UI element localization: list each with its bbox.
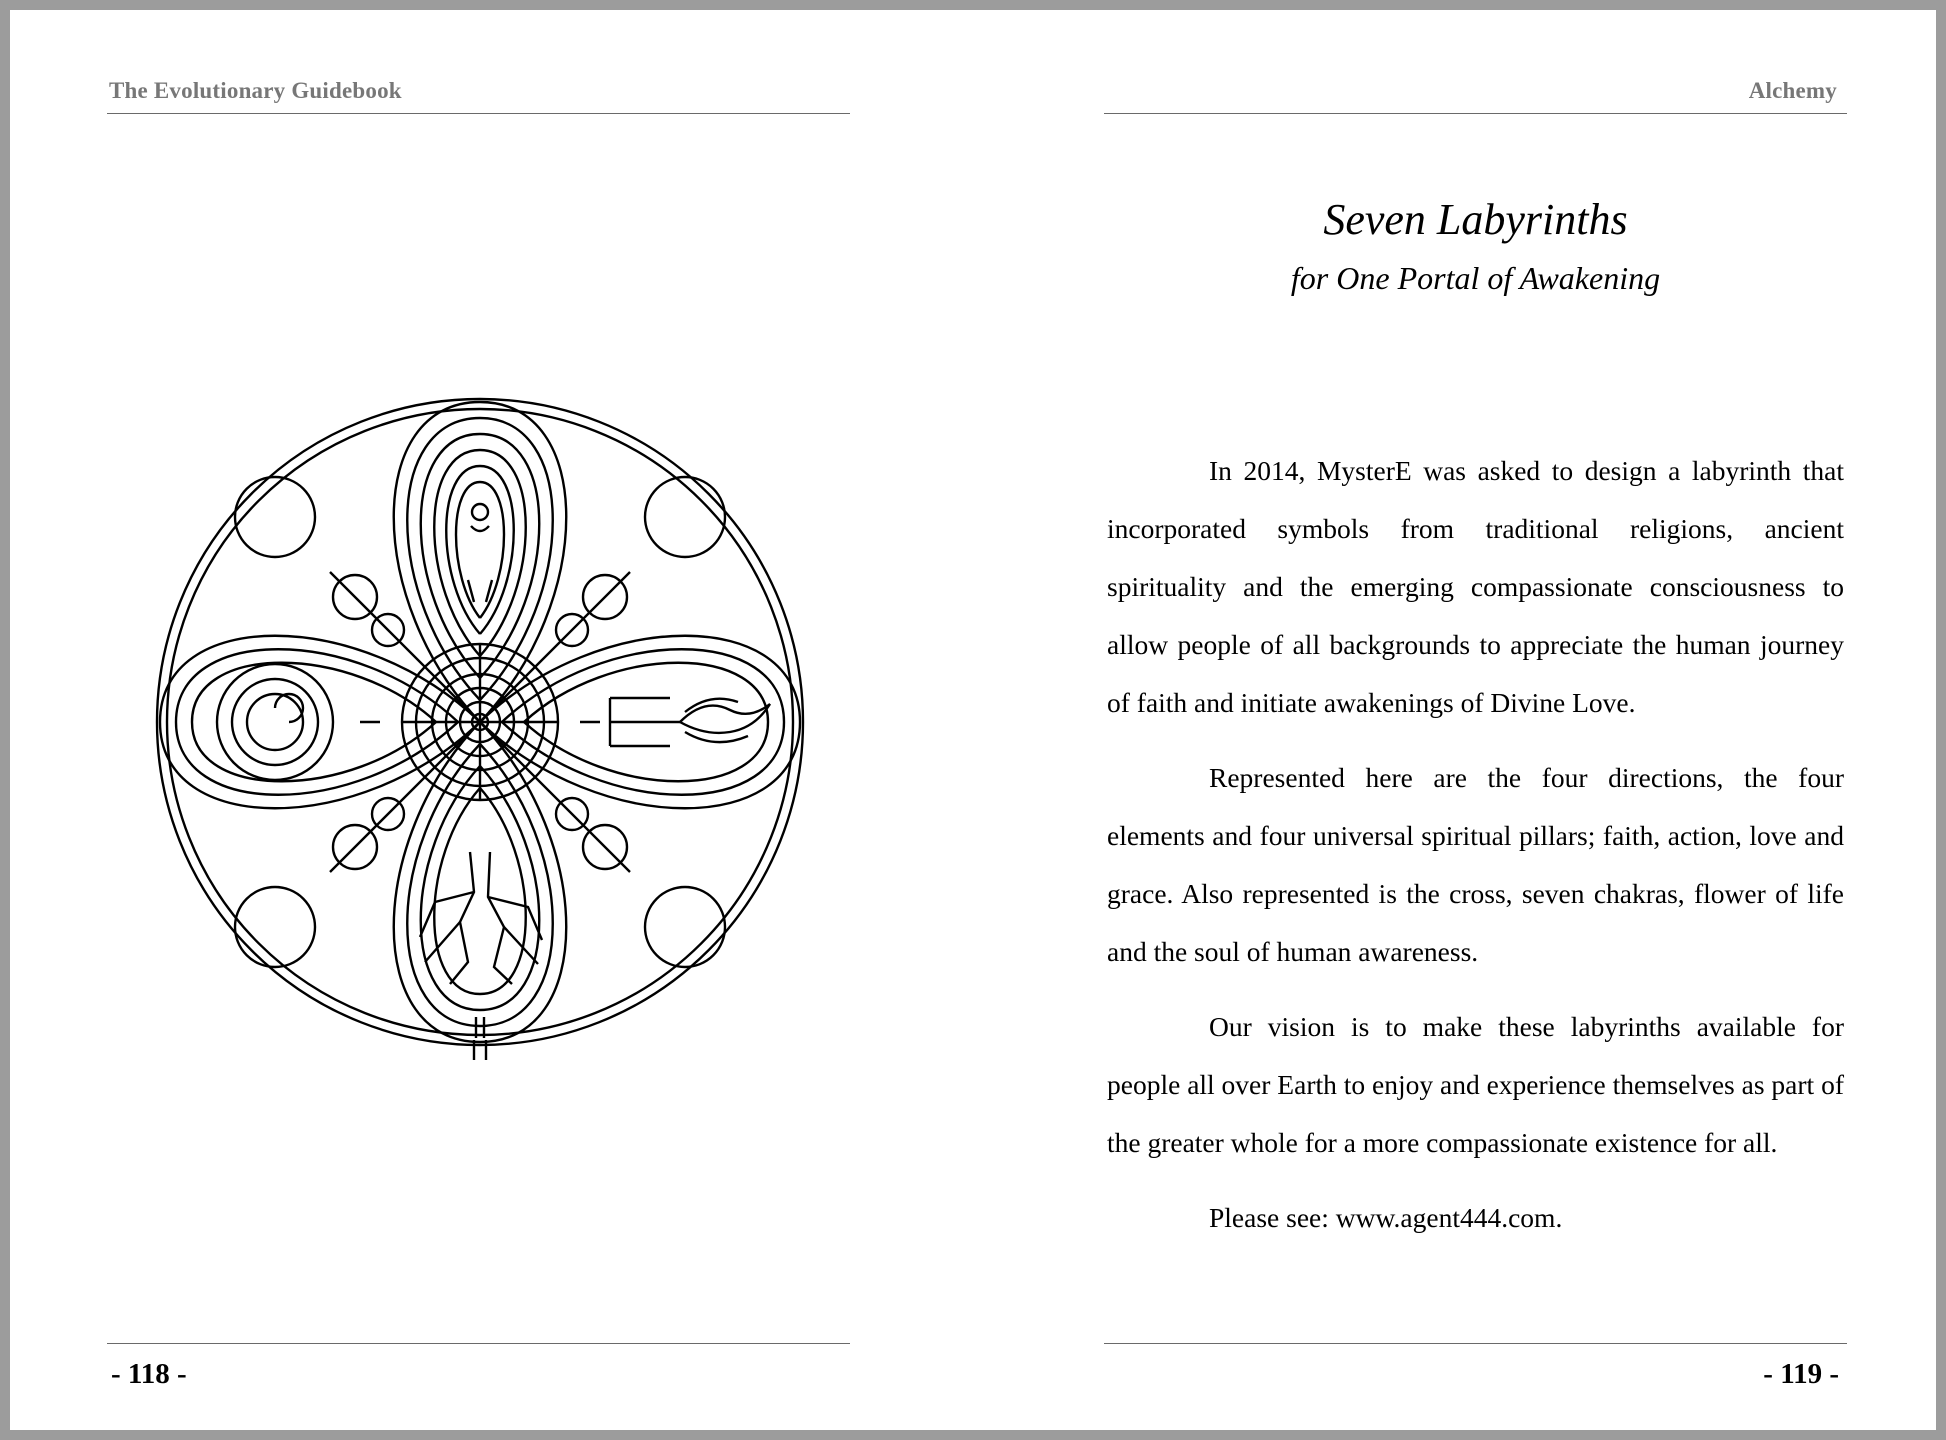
paragraph: Represented here are the four directions, the four elements and four universal spiritual pillars; faith, action, love and grace. Also represented is the cross, seven chakras, flower of life and the soul of human awareness. [1107, 762, 1844, 967]
page-subtitle: for One Portal of Awakening [1290, 260, 1661, 296]
page-number: - 119 - [1763, 1358, 1839, 1390]
running-head-book-title: The Evolutionary Guidebook [109, 78, 402, 103]
book-spread [10, 10, 1936, 1430]
left-page [10, 10, 973, 1430]
paragraph: Our vision is to make these labyrinths available for people all over Earth to enjoy and experience themselves as part of the greater whole for a more compassionate existence for all. [1107, 1011, 1844, 1158]
paragraph: In 2014, MysterE was asked to design a labyrinth that incorporated symbols from traditional religions, ancient spirituality and the emerging compassionate consciousness to allow people of all backgrounds to appreciate the human journey of faith and initiate awakenings of Divine Love. [1107, 455, 1844, 718]
paragraph-link-note: Please see: www.agent444.com. [1209, 1202, 1563, 1233]
footer-rule [1104, 1343, 1847, 1344]
footer-rule [107, 1343, 850, 1344]
header-rule [107, 113, 850, 114]
body-text [1107, 442, 1844, 1264]
header-rule [1104, 113, 1847, 114]
right-page [973, 10, 1936, 1430]
page-title: Seven Labyrinths [1323, 195, 1628, 244]
page-number: - 118 - [111, 1358, 187, 1390]
running-head-chapter: Alchemy [1748, 78, 1837, 103]
seven-labyrinths-mandala-icon [150, 384, 810, 1060]
